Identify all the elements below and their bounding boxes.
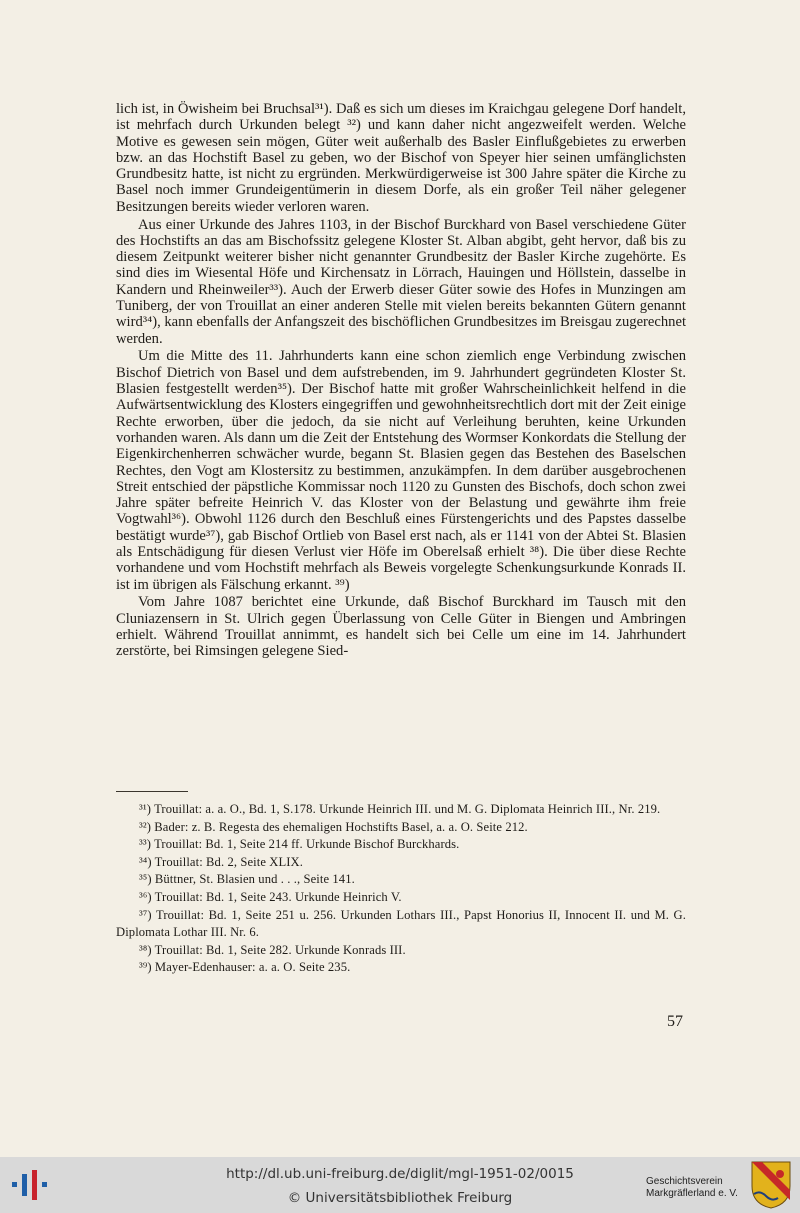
footnote-divider bbox=[116, 791, 188, 792]
footnote: ³²) Bader: z. B. Regesta des ehemaligen Hochstifts Basel, a. a. O. Seite 212. bbox=[139, 819, 528, 834]
paragraph: Vom Jahre 1087 berichtet eine Urkunde, daß Bischof Burckhard im Tausch mit den Cluniazensern in St. Ulrich gegen Überlassung von Celle Güter in Biengen und Ambringen erhielt. Während Trouillat annimmt, es handelt sich bei Celle um eine im 14. Jahrhundert zerstörte, bei Rimsingen gelegene Sied- bbox=[116, 594, 686, 660]
footnote: ³⁵) Büttner, St. Blasien und . . ., Seite 141. bbox=[139, 872, 355, 887]
paragraph: Um die Mitte des 11. Jahrhunderts kann eine schon ziemlich enge Verbindung zwischen Bischof Dietrich von Basel und dem aufstrebenden, im 9. Jahrhundert gegründeten Kloster St. Blasien festgestellt werden³⁵). Der Bischof hatte mit großer Wahrscheinlichkeit helfend in die Aufwärtsentwicklung des Klosters eingegriffen und gewohnheitsrechtlich dort mit der Zeit einige Rechte erworben, über die jedoch, da sie nicht auf Verleihung beruhten, keine Urkunden vorhanden waren. Als dann um die Zeit der Entstehung des Wormser Konkordats die Stellung der Eigenkirchenherren schwächer wurde, begann St. Blasien gegen das Bestehen des Baselschen Rechtes, den Vogt am Klostersitz zu bestimmen, anzukämpfen. In dem darüber ausgebrochenen Streit entschied der päpstliche Kommissar noch 1120 zu Gunsten des Bischofs, doch schon zwei Jahre später befreite Heinrich V. das Kloster von der Belastung und gewährte ihm freie Vogtwahl³⁶). Obwohl 1126 durch den Beschluß eines Fürstengerichts und des Papstes dasselbe bestätigt wurde³⁷), gab Bischof Ortlieb von Basel erst nach, als er 1141 von der Abtei St. Blasien als Entschädigung für diesen Verlust vier Höfe im Oberelsaß erhielt ³⁸). Die über diese Rechte vorhandene und vom Hochstift mehrfach als Beweis vorgelegte Schenkungsurkunde Konrads II. ist im übrigen als Fälschung erkannt. ³⁹) bbox=[116, 348, 686, 593]
body-text bbox=[116, 101, 686, 661]
paragraph: lich ist, in Öwisheim bei Bruchsal³¹). Daß es sich um dieses im Kraichgau gelegene Dorf handelt, ist mehrfach durch Urkunden belegt ³²) und kann daher nicht angezweifelt werden. Welche Motive es gewesen sein mögen, Güter weit außerhalb des Basler Einflußgebietes zu erwerben bzw. an das Hochstift Basel zu geben, wo der Bischof von Speyer hier seinen umfänglichsten Grundbesitz hatte, ist nicht zu ergründen. Merkwürdigerweise ist 300 Jahre später die Kirche zu Basel noch immer Grundeigentümerin in diesem Dorfe, als ein großer Teil näher gelegener Besitzungen bereits wieder verloren waren. bbox=[116, 101, 686, 215]
footnote: ³¹) Trouillat: a. a. O., Bd. 1, S.178. Urkunde Heinrich III. und M. G. Diplomata Heinrich III., Nr. 219. bbox=[139, 802, 661, 816]
paragraph: Aus einer Urkunde des Jahres 1103, in der Bischof Burckhard von Basel verschiedene Güter des Hochstifts an das am Bischofssitz gelegene Kloster St. Alban abgibt, geht hervor, daß bis zu diesem Zeitpunkt weiterer bisher nicht genannter Grundbesitz der Basler Kirche zugehörte. Es sind dies im Wiesental Höfe und Kirchensatz in Lörrach, Hauingen und Höllstein, dasselbe in Kandern und Rheinweiler³³). Auch der Erwerb dieser Güter sowie des Hofes in Munzingen am Tuniberg, der von Trouillat an einer anderen Stelle mit vielen bereits bekannten Gütern genannt wird³⁴), kann ebenfalls der Anfangszeit des bischöflichen Grundbesitzes im Breisgau zugerechnet werden. bbox=[116, 216, 686, 347]
footnotes bbox=[116, 801, 686, 977]
footnote: ³⁸) Trouillat: Bd. 1, Seite 282. Urkunde Konrads III. bbox=[139, 942, 406, 957]
association-line-2: Markgräflerland e. V. bbox=[646, 1188, 738, 1199]
document-url-link[interactable]: http://dl.ub.uni-freiburg.de/diglit/mgl-1951-02/0015 bbox=[226, 1166, 574, 1182]
footnote: ³⁴) Trouillat: Bd. 2, Seite XLIX. bbox=[139, 854, 303, 869]
association-line-1: Geschichtsverein bbox=[646, 1176, 723, 1187]
page-number: 57 bbox=[667, 1013, 683, 1030]
coat-of-arms-icon[interactable] bbox=[750, 1160, 792, 1210]
copyright-text: © Universitätsbibliothek Freiburg bbox=[287, 1190, 513, 1206]
footnote: ³⁷) Trouillat: Bd. 1, Seite 251 u. 256. Urkunden Lothars III., Papst Honorius II, Innocent II. und M. G. Diplomata Lothar III. Nr. 6. bbox=[116, 907, 686, 940]
footnote: ³⁹) Mayer-Edenhauser: a. a. O. Seite 235. bbox=[139, 960, 351, 975]
footnote: ³³) Trouillat: Bd. 1, Seite 214 ff. Urkunde Bischof Burckhards. bbox=[139, 837, 460, 852]
footnote: ³⁶) Trouillat: Bd. 1, Seite 243. Urkunde Heinrich V. bbox=[139, 889, 402, 904]
association-name bbox=[646, 1176, 746, 1200]
